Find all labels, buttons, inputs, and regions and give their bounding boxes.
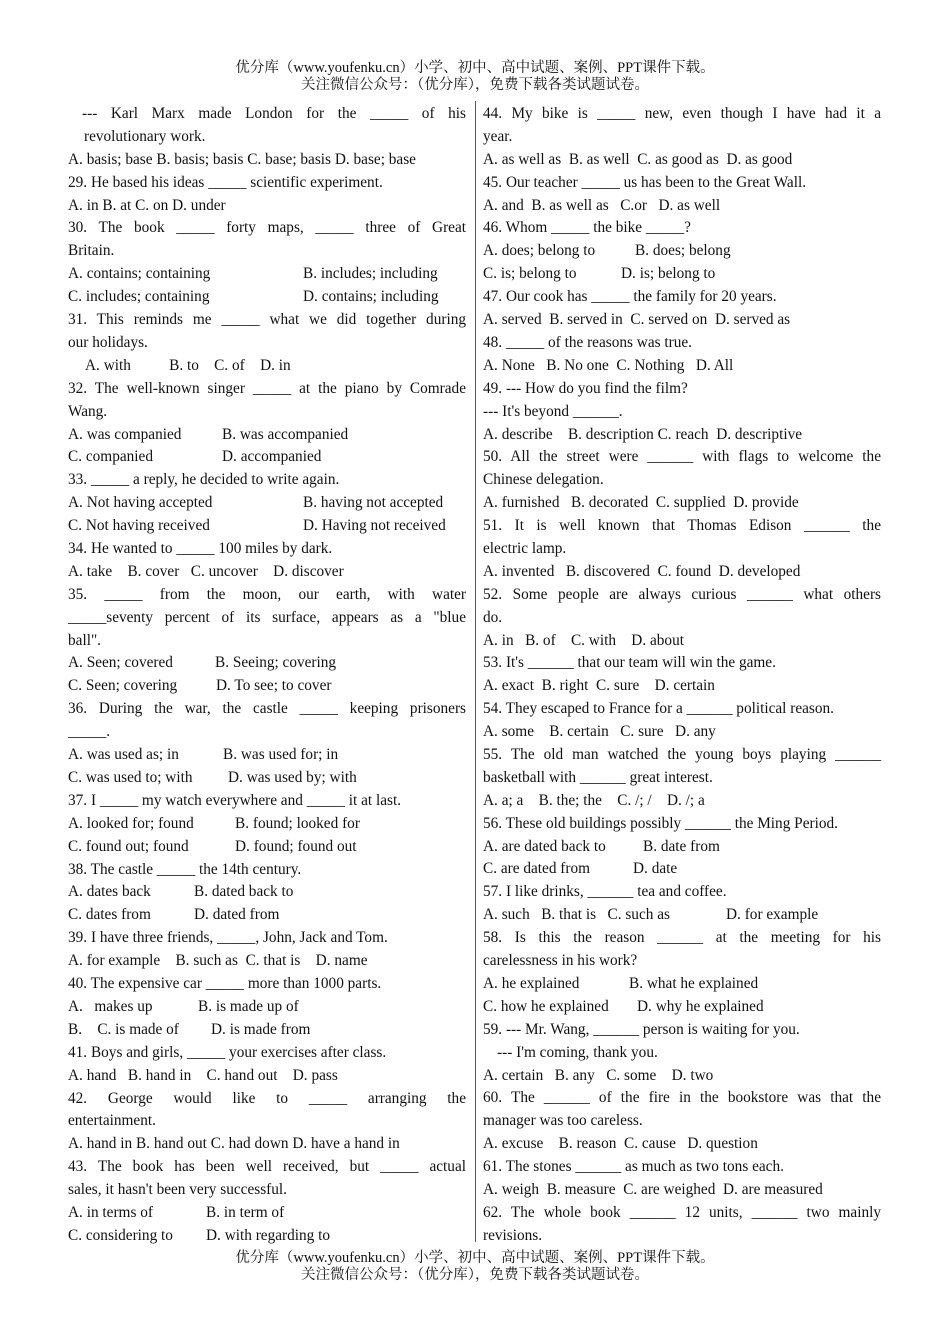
- question-37: 37. I _____ my watch everywhere and _____ it at last.: [68, 791, 402, 809]
- question-text: entertainment.: [68, 1112, 156, 1130]
- option: A. he explained: [483, 974, 580, 992]
- option: C. companied: [68, 448, 153, 466]
- question-text: --- I'm coming, thank you.: [497, 1043, 658, 1061]
- option: B. does; belong: [635, 242, 731, 260]
- answer-options: [68, 744, 466, 767]
- question-text: manager was too careless.: [483, 1112, 643, 1130]
- option: B. having not accepted: [303, 494, 444, 512]
- answer-options: A. exact B. right C. sure D. certain: [483, 677, 715, 695]
- answer-options: A. hand B. hand in C. hand out D. pass: [68, 1066, 338, 1084]
- option: D. was used by; with: [228, 768, 357, 786]
- option: A. are dated back to: [483, 837, 606, 855]
- option: A. looked for; found: [68, 814, 194, 832]
- option: C. Not having received: [68, 517, 210, 535]
- option: A. contains; containing: [68, 265, 211, 283]
- option: A. Not having accepted: [68, 494, 213, 512]
- question-57: 57. I like drinks, ______ tea and coffee.: [483, 883, 727, 901]
- option: D. Having not received: [303, 517, 446, 535]
- page-footer: [0, 1250, 950, 1284]
- question-52: 52. Some people are always curious ______ what others: [483, 585, 881, 603]
- option: C. considering to: [68, 1226, 173, 1244]
- option: B. includes; including: [303, 265, 438, 283]
- question-text: Chinese delegation.: [483, 471, 604, 489]
- question-text: _____seventy percent of its surface, appears as a "blue: [68, 608, 466, 626]
- footer-line-1: 优分库（www.youfenku.cn）小学、初中、高中试题、案例、PPT课件下载。: [235, 1250, 715, 1266]
- question-31: 31. This reminds me _____ what we did together during: [68, 311, 466, 329]
- answer-options: A. in B. of C. with D. about: [483, 631, 684, 649]
- answer-options: [68, 904, 466, 927]
- question-50: 50. All the street were ______ with flags to welcome the: [483, 448, 881, 466]
- question-47: 47. Our cook has _____ the family for 20 years.: [483, 288, 777, 306]
- option: B. was used for; in: [223, 746, 339, 764]
- answer-options: A. invented B. discovered C. found D. developed: [483, 562, 801, 580]
- question-35: 35. _____ from the moon, our earth, with water: [68, 585, 466, 603]
- answer-options: A. None B. No one C. Nothing D. All: [483, 356, 734, 374]
- option: B. dated back to: [194, 883, 294, 901]
- header-line-2: 关注微信公众号：（优分库），免费下载各类试题试卷。: [301, 77, 649, 93]
- answer-options: A. basis; base B. basis; basis C. base; basis D. base; base: [68, 150, 416, 168]
- answer-options: [68, 767, 466, 790]
- question-56: 56. These old buildings possibly ______ the Ming Period.: [483, 814, 838, 832]
- question-text: Wang.: [68, 402, 108, 420]
- question-text: year.: [483, 127, 513, 145]
- option: A. makes up: [68, 997, 153, 1015]
- question-text: do.: [483, 608, 503, 626]
- option: D. date: [633, 860, 678, 878]
- answer-options: [68, 286, 466, 309]
- option: B. in term of: [206, 1204, 285, 1221]
- question-text: --- Karl Marx made London for the _____ of his: [82, 105, 466, 122]
- question-text: revisions.: [483, 1226, 543, 1244]
- answer-options: [68, 996, 466, 1019]
- question-text: Britain.: [68, 242, 115, 260]
- question-51: 51. It is well known that Thomas Edison ______ the: [483, 517, 881, 535]
- question-34: 34. He wanted to _____ 100 miles by dark.: [68, 540, 333, 558]
- question-61: 61. The stones ______ as much as two tons each.: [483, 1158, 784, 1176]
- option: C. are dated from: [483, 860, 591, 878]
- answer-options: [68, 492, 466, 515]
- answer-options: A. some B. certain C. sure D. any: [483, 723, 716, 741]
- answer-options: A. describe B. description C. reach D. descriptive: [483, 425, 803, 443]
- answer-options: [68, 1019, 466, 1042]
- question-32: 32. The well-known singer _____ at the piano by Comrade: [68, 379, 466, 397]
- question-text: carelessness in his work?: [483, 952, 638, 970]
- column-divider: [475, 101, 476, 1242]
- answer-options: [68, 263, 466, 286]
- question-53: 53. It's ______ that our team will win the game.: [483, 654, 776, 672]
- question-49: 49. --- How do you find the film?: [483, 379, 688, 397]
- answer-options: [68, 446, 466, 469]
- answer-options: A. weigh B. measure C. are weighed D. are measured: [483, 1180, 823, 1198]
- answer-options: [483, 996, 881, 1019]
- answer-options: A. with B. to C. of D. in: [85, 356, 291, 374]
- option: D. is made from: [211, 1020, 311, 1038]
- answer-options: A. a; a B. the; the C. /; / D. /; a: [483, 791, 705, 809]
- option: C. is; belong to: [483, 265, 577, 283]
- answer-options: [483, 240, 881, 263]
- option: A. such B. that is C. such as: [483, 906, 670, 924]
- answer-options: A. furnished B. decorated C. supplied D. provide: [483, 494, 799, 512]
- question-text: ball".: [68, 631, 102, 649]
- answer-options: A. in B. at C. on D. under: [68, 196, 226, 214]
- option: D. found; found out: [235, 837, 357, 855]
- answer-options: [68, 813, 466, 836]
- question-text: our holidays.: [68, 333, 148, 351]
- option: B. is made up of: [198, 997, 299, 1015]
- option: C. was used to; with: [68, 768, 193, 786]
- question-36: 36. During the war, the castle _____ keeping prisoners: [68, 700, 466, 718]
- answer-options: A. hand in B. hand out C. had down D. have a hand in: [68, 1135, 400, 1153]
- option: D. contains; including: [303, 288, 439, 306]
- question-48: 48. _____ of the reasons was true.: [483, 333, 693, 351]
- option: A. was used as; in: [68, 746, 179, 764]
- answer-options: A. served B. served in C. served on D. served as: [483, 311, 791, 329]
- answer-options: [483, 904, 881, 927]
- option: C. how he explained: [483, 997, 609, 1015]
- page-header: [0, 60, 950, 94]
- answer-options: [68, 881, 466, 904]
- option: B. found; looked for: [235, 814, 360, 832]
- question-41: 41. Boys and girls, _____ your exercises after class.: [68, 1043, 387, 1061]
- answer-options: [68, 836, 466, 859]
- question-62: 62. The whole book ______ 12 units, ______ two mainly: [483, 1203, 881, 1221]
- option: D. dated from: [194, 906, 280, 924]
- question-text: basketball with ______ great interest.: [483, 768, 713, 786]
- option: C. found out; found: [68, 837, 189, 855]
- option: C. includes; containing: [68, 288, 210, 306]
- question-43: 43. The book has been well received, but _____ actual: [68, 1158, 466, 1176]
- answer-options: [483, 973, 881, 996]
- answer-options: [68, 675, 466, 698]
- answer-options: [483, 858, 881, 881]
- question-40: 40. The expensive car _____ more than 1000 parts.: [68, 975, 382, 993]
- question-46: 46. Whom _____ the bike _____?: [483, 219, 691, 237]
- answer-options: A. for example B. such as C. that is D. name: [68, 952, 368, 970]
- answer-options: [483, 836, 881, 859]
- left-column: [68, 103, 466, 1248]
- question-33: 33. _____ a reply, he decided to write again.: [68, 471, 340, 489]
- question-text: _____.: [68, 723, 111, 741]
- answer-options: [68, 515, 466, 538]
- option: A. in terms of: [68, 1204, 153, 1221]
- question-39: 39. I have three friends, _____, John, Jack and Tom.: [68, 929, 388, 947]
- answer-options: A. take B. cover C. uncover D. discover: [68, 562, 344, 580]
- question-38: 38. The castle _____ the 14th century.: [68, 860, 302, 878]
- header-line-1: 优分库（www.youfenku.cn）小学、初中、高中试题、案例、PPT课件下载。: [235, 60, 715, 76]
- option: D. for example: [726, 906, 819, 924]
- option: A. was companied: [68, 425, 182, 443]
- question-text: revolutionary work.: [84, 127, 206, 145]
- question-58: 58. Is this the reason ______ at the meeting for his: [483, 929, 881, 947]
- option: B. Seeing; covering: [215, 654, 337, 672]
- option: A. dates back: [68, 883, 151, 901]
- option: C. dates from: [68, 906, 151, 924]
- option: D. with regarding to: [206, 1226, 331, 1244]
- answer-options: A. certain B. any C. some D. two: [483, 1066, 714, 1084]
- question-text: electric lamp.: [483, 539, 567, 557]
- option: C. Seen; covering: [68, 677, 178, 695]
- answer-options: [68, 652, 466, 675]
- option: B. date from: [643, 837, 720, 855]
- question-60: 60. The ______ of the fire in the bookstore was that the: [483, 1089, 881, 1107]
- answer-options: [68, 424, 466, 447]
- answer-options: A. as well as B. as well C. as good as D. as good: [483, 150, 793, 168]
- option: D. is; belong to: [621, 265, 716, 283]
- question-54: 54. They escaped to France for a ______ political reason.: [483, 700, 835, 718]
- question-45: 45. Our teacher _____ us has been to the Great Wall.: [483, 173, 807, 191]
- answer-options: [68, 1202, 466, 1225]
- question-59: 59. --- Mr. Wang, ______ person is waiting for you.: [483, 1020, 800, 1038]
- answer-options: A. and B. as well as C.or D. as well: [483, 196, 721, 214]
- option: B. was accompanied: [222, 425, 349, 443]
- option: A. Seen; covered: [68, 654, 173, 672]
- answer-options: [483, 263, 881, 286]
- option: B. C. is made of: [68, 1020, 179, 1038]
- option: D. To see; to cover: [216, 677, 332, 695]
- footer-line-2: 关注微信公众号：（优分库），免费下载各类试题试卷。: [301, 1267, 649, 1283]
- question-42: 42. George would like to _____ arranging the: [68, 1089, 466, 1107]
- question-44: 44. My bike is _____ new, even though I have had it a: [483, 105, 881, 122]
- option: A. does; belong to: [483, 242, 596, 260]
- question-text: sales, it hasn't been very successful.: [68, 1181, 287, 1199]
- question-29: 29. He based his ideas _____ scientific experiment.: [68, 173, 383, 191]
- right-column: [483, 103, 881, 1248]
- answer-options: A. excuse B. reason C. cause D. question: [483, 1135, 758, 1153]
- answer-options: [68, 1225, 466, 1248]
- option: D. accompanied: [222, 448, 322, 466]
- option: B. what he explained: [629, 974, 759, 992]
- question-30: 30. The book _____ forty maps, _____ three of Great: [68, 219, 466, 237]
- option: D. why he explained: [637, 997, 764, 1015]
- question-text: --- It's beyond ______.: [483, 402, 623, 420]
- question-55: 55. The old man watched the young boys playing ______: [483, 745, 881, 763]
